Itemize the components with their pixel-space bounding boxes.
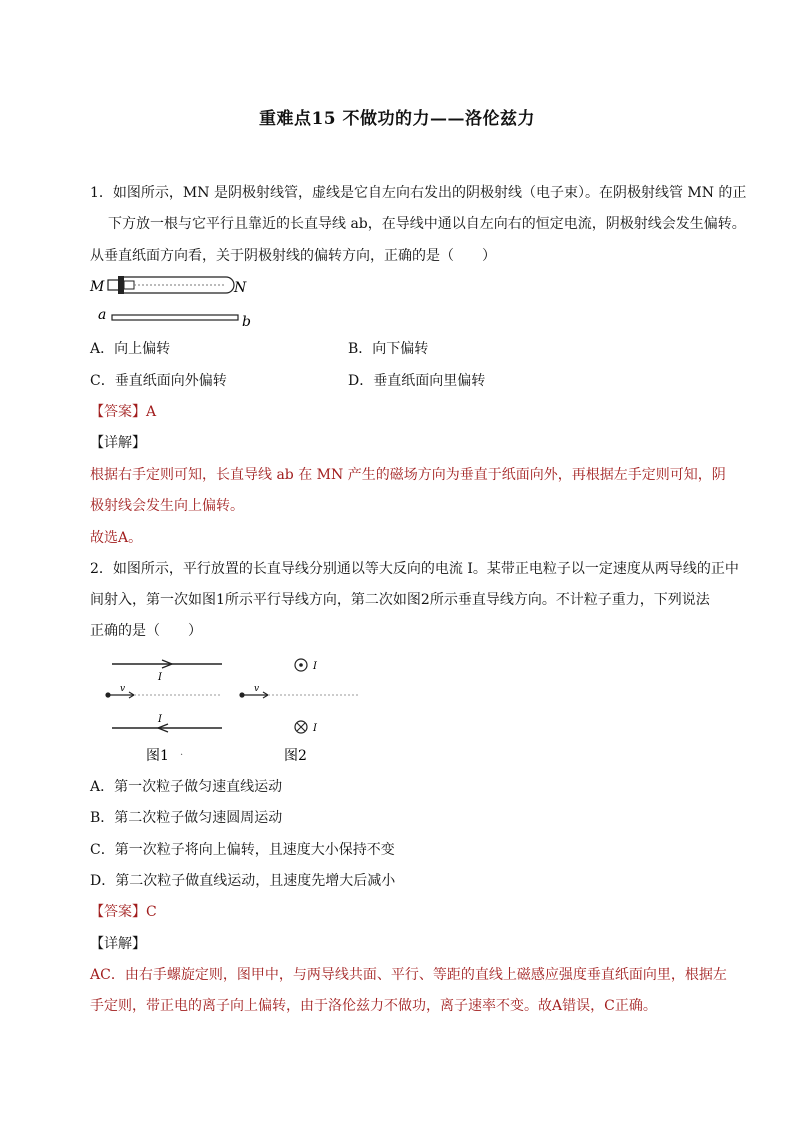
q1-option-a: A．向上偏转 bbox=[90, 341, 171, 357]
q1-option-b: B．向下偏转 bbox=[348, 341, 429, 357]
fig2-top-label-i: I bbox=[313, 661, 317, 672]
q2-option-d: D．第二次粒子做直线运动，且速度先增大后减小 bbox=[90, 873, 396, 889]
cathode-ray-tube-figure bbox=[86, 268, 266, 332]
fig1-caption-dot: · bbox=[180, 750, 184, 761]
q2-detail-line-1: AC．由右手螺旋定则，图甲中，与两导线共面、平行、等距的直线上磁感应强度垂直纸面向里，根据左 bbox=[90, 967, 727, 983]
q2-option-c: C．第一次粒子将向上偏转，且速度大小保持不变 bbox=[90, 842, 395, 858]
q2-option-b: B．第二次粒子做匀速圆周运动 bbox=[90, 810, 283, 826]
fig2-caption: 图2 bbox=[284, 748, 307, 764]
q1-conclusion: 故选A。 bbox=[90, 530, 143, 546]
fig2-current-out-dot bbox=[299, 663, 303, 667]
label-m: M bbox=[90, 279, 105, 295]
q1-line-2: 下方放一根与它平行且靠近的长直导线 ab，在导线中通以自左向右的恒定电流，阴极射线会发生偏转。 bbox=[108, 216, 746, 232]
fig1-bottom-label-i: I bbox=[158, 714, 162, 725]
q1-detail-heading: 【详解】 bbox=[90, 435, 146, 451]
q1-line-3: 从垂直纸面方向看，关于阴极射线的偏转方向，正确的是（ ） bbox=[90, 248, 496, 264]
label-b: b bbox=[242, 314, 251, 330]
fig2-label-v: v bbox=[254, 684, 260, 694]
q2-detail-heading: 【详解】 bbox=[90, 936, 146, 952]
q1-detail-line-1: 根据右手定则可知，长直导线 ab 在 MN 产生的磁场方向为垂直于纸面向外，再根据左手定则可知，阴 bbox=[90, 467, 726, 483]
q2-detail-line-2: 手定则，带正电的离子向上偏转，由于洛伦兹力不做功，离子速率不变。故A错误，C正确。 bbox=[90, 998, 657, 1014]
label-a: a bbox=[98, 307, 107, 323]
q1-option-c: C．垂直纸面向外偏转 bbox=[90, 373, 227, 389]
q2-line-2: 间射入，第一次如图1所示平行导线方向，第二次如图2所示垂直导线方向。不计粒子重力，下列说法 bbox=[90, 592, 710, 608]
parallel-wires-figure bbox=[98, 652, 368, 770]
fig2-bottom-label-i: I bbox=[313, 723, 317, 734]
q1-option-d: D．垂直纸面向里偏转 bbox=[348, 373, 486, 389]
fig1-label-v: v bbox=[120, 684, 126, 694]
straight-wire-ab bbox=[112, 315, 238, 320]
label-n: N bbox=[234, 280, 247, 296]
q1-line-1: 1．如图所示，MN 是阴极射线管，虚线是它自左向右发出的阴极射线（电子束）。在阴极射线管 MN 的正 bbox=[90, 185, 747, 201]
electron-gun bbox=[124, 281, 134, 289]
cathode-plate bbox=[118, 276, 124, 294]
q1-answer: 【答案】A bbox=[90, 404, 157, 420]
q2-option-a: A．第一次粒子做匀速直线运动 bbox=[90, 779, 283, 795]
q2-line-1: 2．如图所示，平行放置的长直导线分别通以等大反向的电流 I。某带正电粒子以一定速度从两导线的正中 bbox=[90, 561, 739, 577]
q1-detail-line-2: 极射线会发生向上偏转。 bbox=[90, 498, 244, 514]
q2-answer: 【答案】C bbox=[90, 904, 157, 920]
fig1-top-label-i: I bbox=[158, 672, 162, 683]
fig1-caption: 图1 bbox=[146, 748, 169, 764]
page-title: 重难点15 不做功的力——洛伦兹力 bbox=[258, 109, 536, 129]
q2-line-3: 正确的是（ ） bbox=[90, 623, 202, 639]
